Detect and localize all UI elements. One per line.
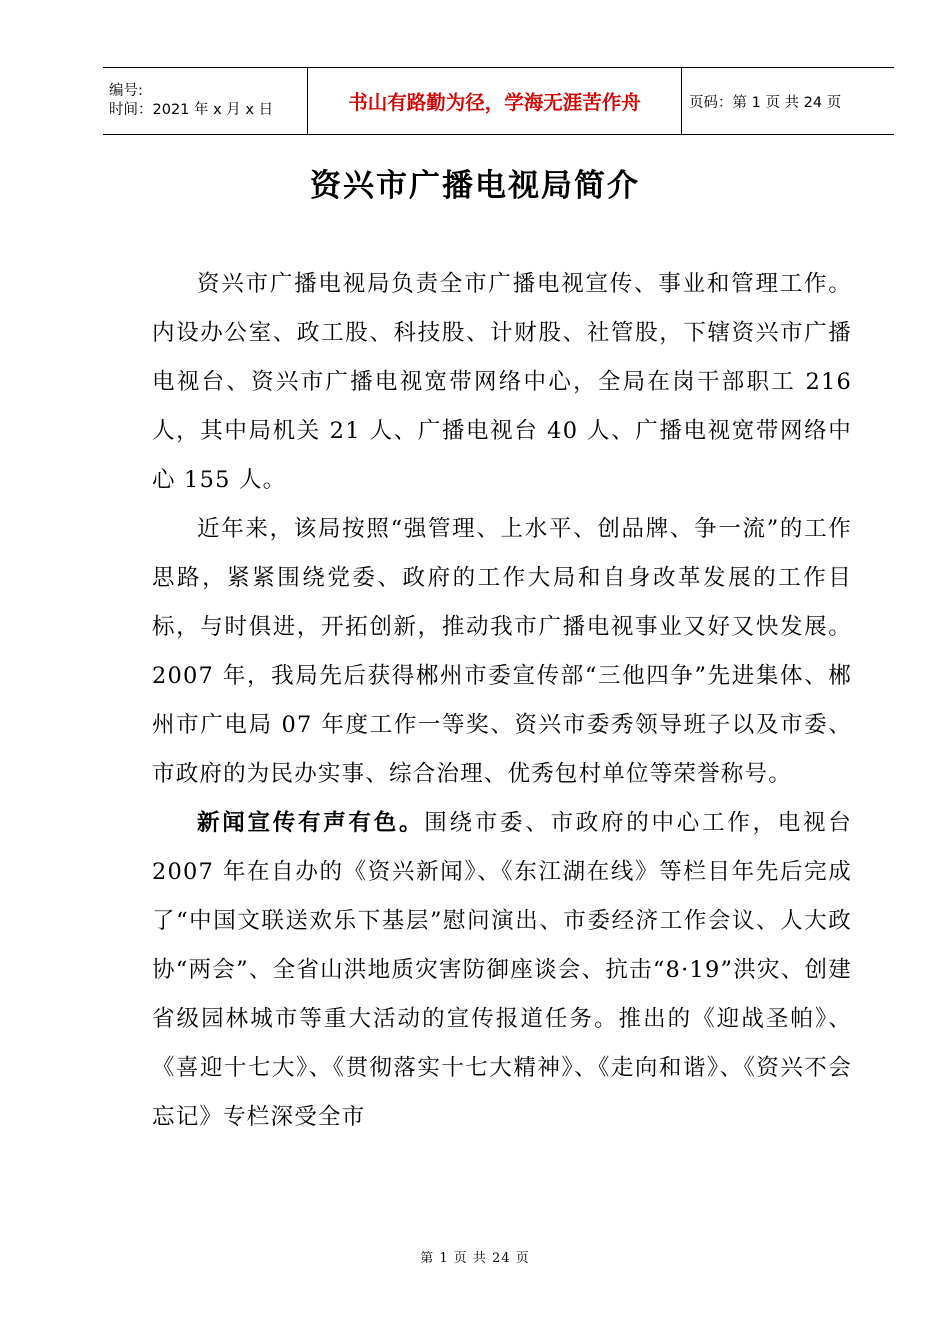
header-meta bbox=[103, 68, 308, 134]
header-motto bbox=[308, 68, 682, 134]
document-header bbox=[103, 67, 894, 135]
paragraph-text: 近年来，该局按照“强管理、上水平、创品牌、争一流”的工作思路，紧紧围绕党委、政府的工作大局和自身改革发展的工作目标，与时俱进，开拓创新，推动我市广播电视事业又好又快发展。2007 年，我局先后获得郴州市委宣传部“三他四争”先进集体、郴州市广电局 07 年度工作一等奖、资兴市委秀领导班子以及市委、市政府的为民办实事、综合治理、优秀包村单位等荣誉称号。 bbox=[152, 516, 852, 787]
page-info-text: 页码：第 1 页 共 24 页 bbox=[689, 94, 842, 111]
paragraph bbox=[152, 799, 852, 1142]
paragraph-lead: 新闻宣传有声有色。 bbox=[197, 810, 425, 836]
document-body bbox=[152, 260, 852, 1142]
paragraph-text: 资兴市广播电视局负责全市广播电视宣传、事业和管理工作。内设办公室、政工股、科技股、计财股、社管股，下辖资兴市广播电视台、资兴市广播电视宽带网络中心，全局在岗干部职工 216 人，其中局机关 21 人、广播电视台 40 人、广播电视宽带网络中心 155 人。 bbox=[152, 271, 852, 493]
document-title: 资兴市广播电视局简介 bbox=[310, 168, 640, 204]
time-label: 时间：2021 年 x 月 x 日 bbox=[109, 102, 274, 118]
motto-text: 书山有路勤为径，学海无涯苦作舟 bbox=[348, 91, 641, 114]
paragraph-text: 围绕市委、市政府的中心工作，电视台 2007 年在自办的《资兴新闻》、《东江湖在线》等栏目年先后完成了“中国文联送欢乐下基层”慰问演出、市委经济工作会议、人大政协“两会”、全省山洪地质灾害防御座谈会、抗击“8·19”洪灾、创建省级园林城市等重大活动的宣传报道任务。推出的《迎战圣帕》、《喜迎十七大》、《贯彻落实十七大精神》、《走向和谐》、《资兴不会忘记》专栏深受全市 bbox=[152, 810, 852, 1130]
page-footer: 第 1 页 共 24 页 bbox=[420, 1251, 530, 1266]
number-label: 编号: bbox=[109, 83, 143, 99]
header-page-info bbox=[682, 68, 894, 134]
paragraph bbox=[152, 260, 852, 505]
paragraph bbox=[152, 505, 852, 799]
